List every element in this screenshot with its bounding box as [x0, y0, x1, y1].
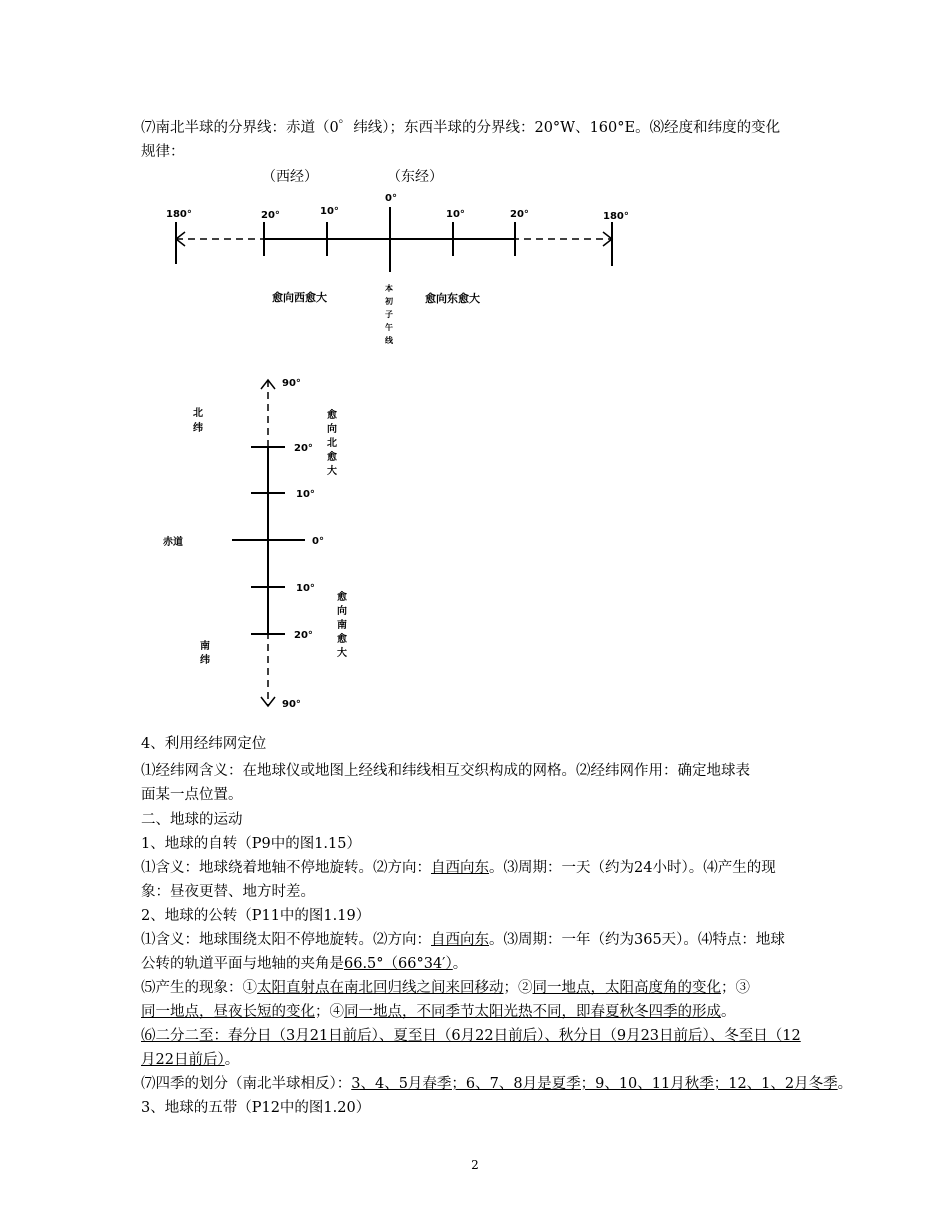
- tick-label-90s: 90°: [282, 699, 301, 710]
- svg-text:大: 大: [337, 648, 347, 659]
- rotation-para-2: 象：昼夜更替、地方时差。: [141, 884, 315, 900]
- svg-text:本: 本: [385, 284, 393, 293]
- svg-text:午: 午: [385, 323, 393, 332]
- east-increase-label: 愈向东愈大: [425, 292, 480, 305]
- tick-label-10e: 10°: [446, 209, 465, 220]
- svg-text:北: 北: [327, 438, 337, 449]
- phenomena-para-2: 同一地点，昼夜长短的变化；④同一地点，不同季节太阳光热不同，即春夏秋冬四季的形成。: [141, 1004, 736, 1020]
- solstices-para-2: 月22日前后）。: [141, 1052, 240, 1068]
- intro-line-2: 规律：: [141, 144, 185, 160]
- svg-text:愈: 愈: [327, 410, 337, 421]
- svg-text:南: 南: [200, 641, 210, 652]
- svg-text:线: 线: [385, 336, 393, 345]
- section-4-para-2: 面某一点位置。: [141, 787, 243, 803]
- svg-text:愈: 愈: [327, 452, 337, 463]
- phenomena-para-1: ⑸产生的现象：①太阳直射点在南北回归线之间来回移动；②同一地点，太阳高度角的变化；③: [141, 980, 750, 996]
- tick-label-20n: 20°: [294, 443, 313, 454]
- revolution-title: 2、地球的公转（P11中的图1.19）: [141, 908, 371, 924]
- svg-text:大: 大: [327, 466, 337, 477]
- svg-text:向: 向: [337, 606, 347, 617]
- solstices-para-1: ⑹二分二至：春分日（3月21日前后）、夏至日（6月22日前后）、秋分日（9月23日前后）、冬至日（12: [141, 1028, 801, 1044]
- tick-label-20w: 20°: [261, 210, 280, 221]
- west-increase-label: 愈向西愈大: [272, 291, 327, 304]
- south-increase-label: [337, 590, 347, 659]
- tick-label-10s: 10°: [296, 583, 315, 594]
- section-4-title: 4、利用经纬网定位: [141, 736, 267, 752]
- tick-label-0: 0°: [312, 536, 324, 547]
- east-longitude-label: （东经）: [387, 169, 443, 185]
- svg-text:北: 北: [193, 408, 203, 419]
- revolution-direction: 自西向东: [431, 932, 489, 948]
- equator-label: 赤道: [163, 537, 183, 548]
- part-2-title: 二、地球的运动: [141, 812, 243, 828]
- svg-text:子: 子: [385, 310, 393, 319]
- svg-text:初: 初: [385, 297, 393, 306]
- intro-line-1: ⑺南北半球的分界线：赤道（0゜纬线）；东西半球的分界线：20°W、160°E。⑻经度和纬度的变化: [141, 120, 781, 136]
- axial-tilt-value: 66.5°（66°34′）: [344, 956, 453, 972]
- revolution-para-1: ⑴含义：地球围绕太阳不停地旋转。⑵方向：自西向东。⑶周期：一年（约为365天）。⑷特点：地球: [141, 932, 785, 948]
- seasons-para: ⑺四季的划分（南北半球相反）：3、4、5月春季；6、7、8月是夏季；9、10、11月秋季；12、1、2月冬季。: [141, 1076, 853, 1092]
- tick-label-180e: 180°: [603, 211, 629, 222]
- section-4-para-1: ⑴经纬网含义：在地球仪或地图上经线和纬线相互交织构成的网格。⑵经纬网作用：确定地球表: [141, 763, 750, 779]
- revolution-para-2: 公转的轨道平面与地轴的夹角是66.5°（66°34′）。: [141, 956, 468, 972]
- svg-text:向: 向: [327, 424, 337, 435]
- tick-label-20e: 20°: [510, 209, 529, 220]
- tick-label-10n: 10°: [296, 489, 315, 500]
- west-longitude-label: （西经）: [262, 169, 318, 185]
- north-increase-label: [327, 408, 337, 477]
- svg-text:愈: 愈: [337, 634, 347, 645]
- rotation-direction: 自西向东: [431, 860, 489, 876]
- tick-label-20s: 20°: [294, 630, 313, 641]
- svg-text:南: 南: [337, 620, 347, 631]
- svg-text:愈: 愈: [337, 592, 347, 603]
- five-zones-title: 3、地球的五带（P12中的图1.20）: [141, 1100, 371, 1116]
- north-latitude-label: [193, 407, 203, 434]
- south-latitude-label: [200, 639, 210, 666]
- tick-label-180w: 180°: [166, 209, 192, 220]
- svg-text:纬: 纬: [200, 655, 210, 666]
- tick-label-10w: 10°: [320, 206, 339, 217]
- tick-label-0: 0°: [385, 193, 397, 204]
- rotation-title: 1、地球的自转（P9中的图1.15）: [141, 836, 361, 852]
- tick-label-90n: 90°: [282, 378, 301, 389]
- rotation-para-1: ⑴含义：地球绕着地轴不停地旋转。⑵方向：自西向东。⑶周期：一天（约为24小时）。⑷产生的现: [141, 860, 776, 876]
- page-number: 2: [471, 1158, 479, 1172]
- svg-text:纬: 纬: [193, 423, 203, 434]
